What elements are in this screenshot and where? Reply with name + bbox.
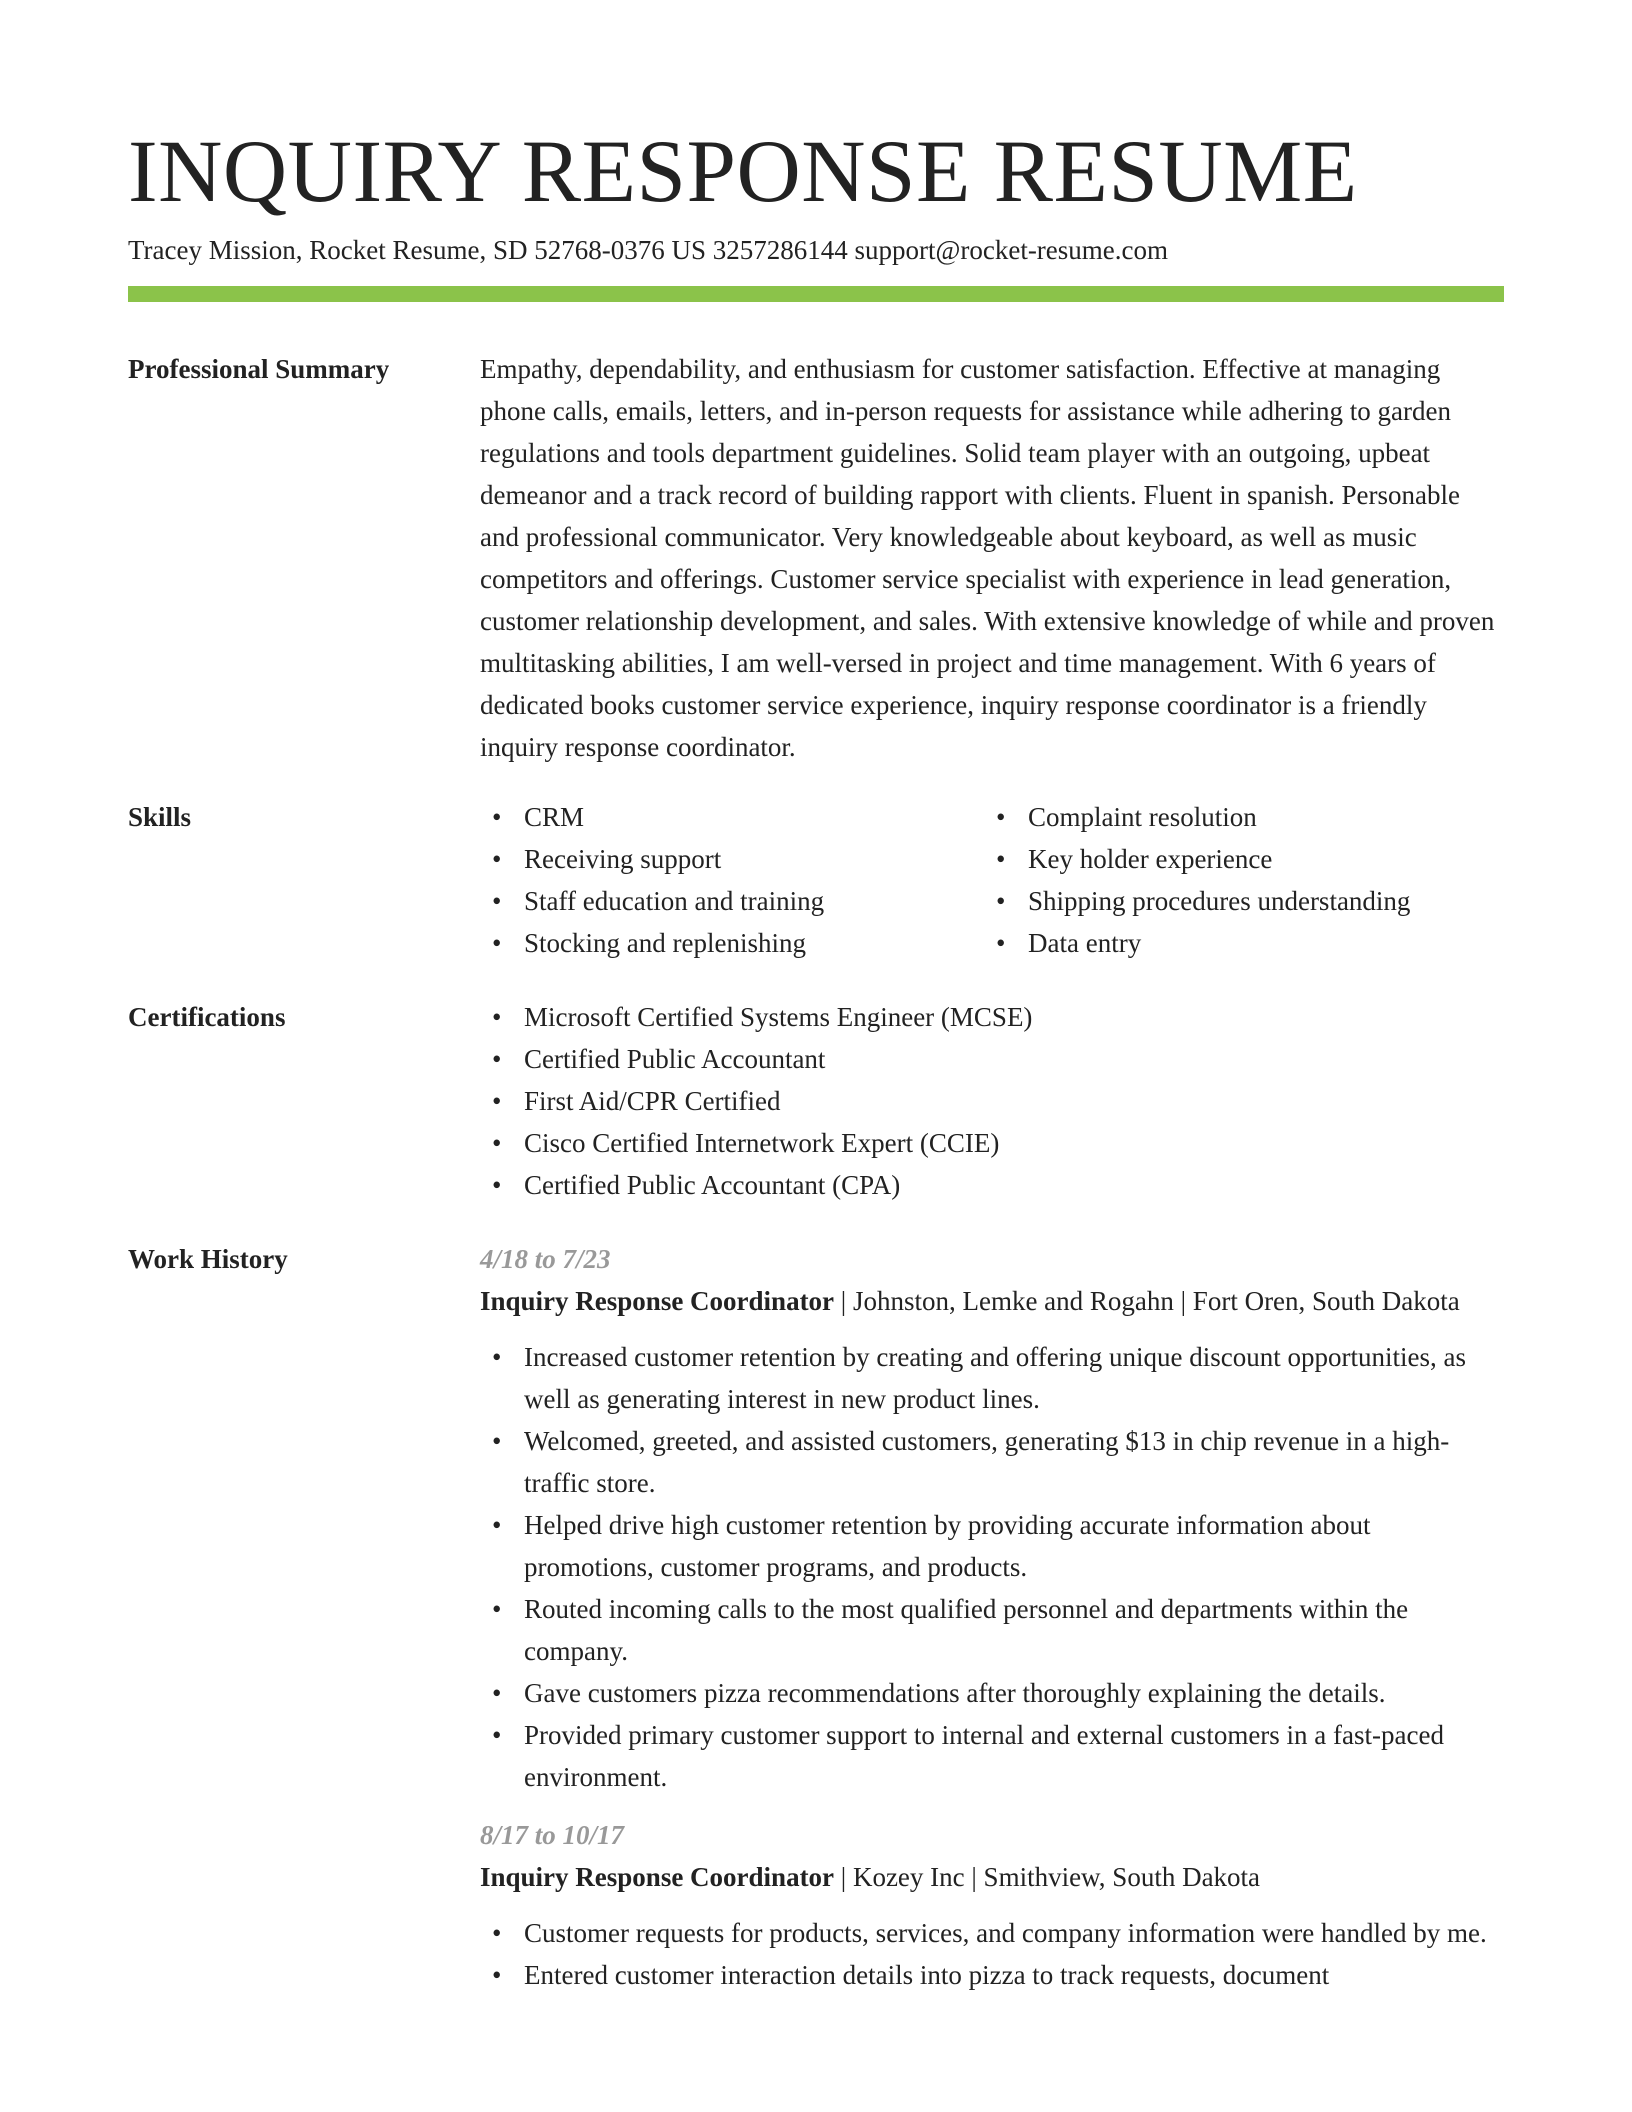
certifications-body: [480, 996, 1504, 1206]
work-history-label: Work History: [128, 1244, 288, 1274]
skills-label: Skills: [128, 802, 192, 832]
contact-line: Tracey Mission, Rocket Resume, SD 52768-0376 US 3257286144 support@rocket-resume.com: [128, 235, 1169, 265]
skill-item: • Stocking and replenishing: [480, 922, 984, 964]
certifications-list: [480, 996, 1504, 1206]
header-divider: [128, 286, 1504, 302]
skill-item: • Complaint resolution: [984, 796, 1488, 838]
certification-item: • First Aid/CPR Certified: [480, 1080, 1504, 1122]
skill-item: • Key holder experience: [984, 838, 1488, 880]
job-dates: 4/18 to 7/23: [480, 1244, 611, 1274]
job-details: | Johnston, Lemke and Rogahn | Fort Oren, South Dakota: [834, 1286, 1460, 1316]
job-bullets: [480, 1912, 1504, 1996]
skill-item: • Receiving support: [480, 838, 984, 880]
job-entry: [480, 1814, 1504, 1996]
resume-title: INQUIRY RESPONSE RESUME: [128, 123, 1358, 221]
job-bullet: • Routed incoming calls to the most qualified personnel and departments within the company.: [480, 1588, 1504, 1672]
certification-item: • Certified Public Accountant (CPA): [480, 1164, 1504, 1206]
job-entry: [480, 1238, 1504, 1798]
certifications-label: Certifications: [128, 1002, 286, 1032]
job-bullet: • Provided primary customer support to internal and external customers in a fast-paced environment.: [480, 1714, 1504, 1798]
job-bullet: • Welcomed, greeted, and assisted customers, generating $13 in chip revenue in a high-traffic store.: [480, 1420, 1504, 1504]
summary-label: Professional Summary: [128, 354, 390, 384]
skill-item: • Staff education and training: [480, 880, 984, 922]
certification-item: • Certified Public Accountant: [480, 1038, 1504, 1080]
job-bullets: [480, 1336, 1504, 1798]
skill-item: • CRM: [480, 796, 984, 838]
job-bullet: • Customer requests for products, services, and company information were handled by me.: [480, 1912, 1504, 1954]
skills-columns: [480, 796, 1504, 964]
job-title: Inquiry Response Coordinator: [480, 1286, 835, 1316]
work-history-body: [480, 1238, 1504, 1996]
job-bullet: • Gave customers pizza recommendations after thoroughly explaining the details.: [480, 1672, 1504, 1714]
job-bullet: • Increased customer retention by creating and offering unique discount opportunities, as well as generating interest in new product lines.: [480, 1336, 1504, 1420]
skills-list-left: [480, 796, 984, 964]
job-heading: [480, 1856, 1504, 1898]
certification-item: • Microsoft Certified Systems Engineer (MCSE): [480, 996, 1504, 1038]
skill-item: • Shipping procedures understanding: [984, 880, 1488, 922]
summary-body: [480, 348, 1504, 768]
job-bullet: • Helped drive high customer retention by providing accurate information about promotions, customer programs, and products.: [480, 1504, 1504, 1588]
job-title: Inquiry Response Coordinator: [480, 1862, 835, 1892]
skills-list-right: [984, 796, 1488, 964]
job-details: | Kozey Inc | Smithview, South Dakota: [834, 1862, 1261, 1892]
summary-text: Empathy, dependability, and enthusiasm for customer satisfaction. Effective at managing phone calls, emails, letters, and in-person requests for assistance while adhering to garden regulations and tools department guidelines. Solid team player with an outgoing, upbeat demeanor and a track record of building rapport with clients. Fluent in spanish. Personable and professional communicator. Very knowledgeable about keyboard, as well as music competitors and offerings. Customer service specialist with experience in lead generation, customer relationship development, and sales. With extensive knowledge of while and proven multitasking abilities, I am well-versed in project and time management. With 6 years of dedicated books customer service experience, inquiry response coordinator is a friendly inquiry response coordinator.: [480, 354, 1495, 762]
job-bullet: • Entered customer interaction details into pizza to track requests, document: [480, 1954, 1504, 1996]
certification-item: • Cisco Certified Internetwork Expert (CCIE): [480, 1122, 1504, 1164]
skill-item: • Data entry: [984, 922, 1488, 964]
job-dates: 8/17 to 10/17: [480, 1820, 625, 1850]
job-heading: [480, 1280, 1504, 1322]
